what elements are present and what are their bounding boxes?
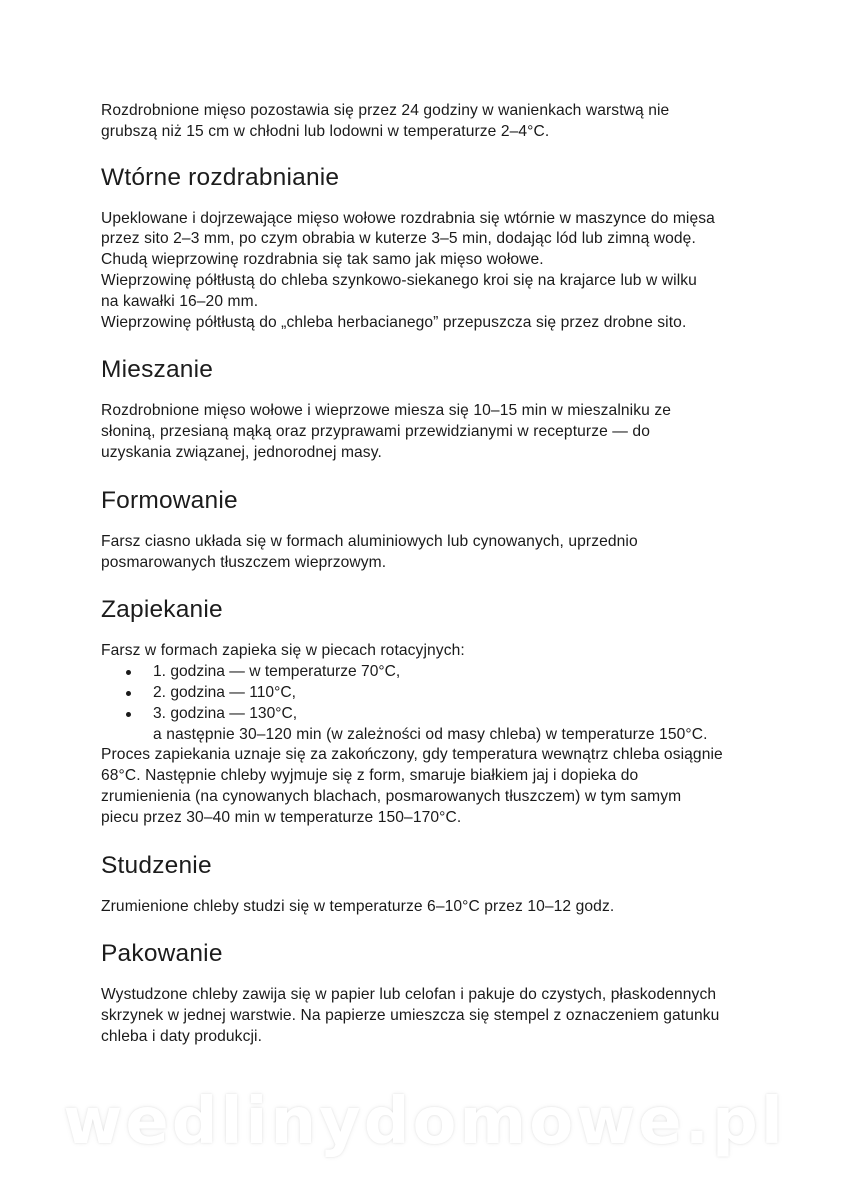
document-page <box>101 101 761 1070</box>
watermark: wedlinydomowe.pl <box>63 1085 786 1159</box>
text-line: piecu przez 30–40 min w temperaturze 150–170°C. <box>101 808 462 826</box>
section-heading: Pakowanie <box>101 940 223 968</box>
text-line: chleba i daty produkcji. <box>101 1027 263 1045</box>
text-line: Proces zapiekania uznaje się za zakończony, gdy temperatura wewnątrz chleba osiągnie <box>101 746 723 764</box>
bullet-icon <box>126 691 131 696</box>
section-heading: Studzenie <box>101 851 212 879</box>
section-wtorne-rozdrabnianie <box>101 163 761 334</box>
text-line: na kawałki 16–20 mm. <box>101 292 259 310</box>
section-mieszanie <box>101 355 761 463</box>
text-line: słoniną, przesianą mąką oraz przyprawami przewidzianymi w recepturze — do <box>101 423 650 441</box>
text-line: posmarowanych tłuszczem wieprzowym. <box>101 553 387 571</box>
text-line: skrzynek w jednej warstwie. Na papierze umieszcza się stempel z oznaczeniem gatunku <box>101 1007 720 1025</box>
list-item <box>101 704 761 725</box>
bullet-icon <box>126 670 131 675</box>
list-item <box>101 683 761 704</box>
section-heading: Zapiekanie <box>101 596 223 624</box>
text-line: Upeklowane i dojrzewające mięso wołowe rozdrabnia się wtórnie w maszynce do mięsa <box>101 209 715 227</box>
continuation-line: a następnie 30–120 min (w zależności od masy chleba) w temperaturze 150°C. <box>153 725 708 743</box>
bullet-icon <box>126 712 131 717</box>
section-heading: Formowanie <box>101 486 238 514</box>
section-zapiekanie <box>101 595 761 828</box>
text-line: Farsz ciasno układa się w formach aluminiowych lub cynowanych, uprzednio <box>101 532 638 550</box>
text-line: Wieprzowinę półtłustą do chleba szynkowo-siekanego kroi się na krajarce lub w wilku <box>101 271 697 289</box>
text-line: zrumienienia (na cynowanych blachach, posmarowanych tłuszczem) w tym samym <box>101 787 682 805</box>
list-item-text: 2. godzina — 110°C, <box>153 683 296 701</box>
section-formowanie <box>101 486 761 574</box>
list-item-text: 1. godzina — w temperaturze 70°C, <box>153 663 401 681</box>
section-studzenie <box>101 851 761 918</box>
text-line: Rozdrobnione mięso pozostawia się przez 24 godziny w wanienkach warstwą nie <box>101 102 670 119</box>
lead-line: Farsz w formach zapieka się w piecach rotacyjnych: <box>101 642 465 660</box>
text-line: uzyskania związanej, jednorodnej masy. <box>101 443 382 461</box>
text-line: Chudą wieprzowinę rozdrabnia się tak samo jak mięso wołowe. <box>101 251 544 269</box>
intro-paragraph <box>101 101 761 143</box>
section-heading: Wtórne rozdrabnianie <box>101 163 340 191</box>
text-line: 68°C. Następnie chleby wyjmuje się z form, smaruje białkiem jaj i dopieka do <box>101 767 639 785</box>
text-line: Rozdrobnione mięso wołowe i wieprzowe miesza się 10–15 min w mieszalniku ze <box>101 402 671 420</box>
text-line: Zrumienione chleby studzi się w temperaturze 6–10°C przez 10–12 godz. <box>101 897 615 915</box>
text-line: Wieprzowinę półtłustą do „chleba herbacianego” przepuszcza się przez drobne sito. <box>101 313 687 331</box>
text-line: przez sito 2–3 mm, po czym obrabia w kuterze 3–5 min, dodając lód lub zimną wodę. <box>101 230 696 248</box>
section-heading: Mieszanie <box>101 356 214 384</box>
list-item-text: 3. godzina — 130°C, <box>153 704 298 722</box>
section-pakowanie <box>101 939 761 1047</box>
text-line: grubszą niż 15 cm w chłodni lub lodowni w temperaturze 2–4°C. <box>101 122 550 140</box>
text-line: Wystudzone chleby zawija się w papier lub celofan i pakuje do czystych, płaskodennych <box>101 986 717 1004</box>
bullet-list <box>101 662 761 724</box>
list-item <box>101 662 761 683</box>
